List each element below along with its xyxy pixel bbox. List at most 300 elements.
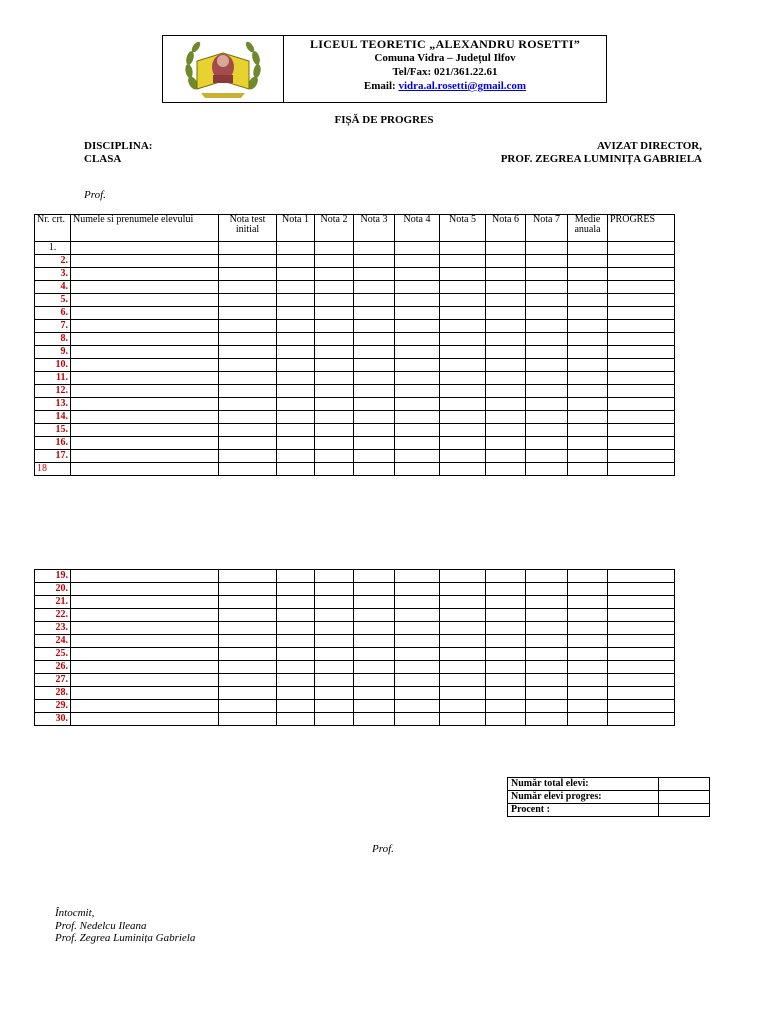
table-cell[interactable] [219,687,277,700]
table-cell[interactable] [486,346,526,359]
table-cell[interactable] [277,398,315,411]
table-cell[interactable] [315,242,354,255]
table-cell[interactable] [526,398,568,411]
table-cell[interactable] [315,346,354,359]
table-cell[interactable] [608,622,675,635]
table-cell[interactable] [315,661,354,674]
table-cell[interactable] [219,622,277,635]
table-cell[interactable] [315,635,354,648]
table-cell[interactable] [71,713,219,726]
table-cell[interactable] [395,372,440,385]
table-cell[interactable] [526,648,568,661]
table-cell[interactable] [277,661,315,674]
table-cell[interactable] [354,463,395,476]
table-cell[interactable] [486,385,526,398]
table-cell[interactable] [277,385,315,398]
table-cell[interactable] [486,570,526,583]
table-cell[interactable] [277,609,315,622]
table-cell[interactable] [354,609,395,622]
table-cell[interactable] [71,320,219,333]
table-cell[interactable] [354,411,395,424]
table-cell[interactable] [354,281,395,294]
table-cell[interactable] [608,255,675,268]
table-cell[interactable] [219,411,277,424]
table-cell[interactable] [486,648,526,661]
table-cell[interactable] [440,700,486,713]
table-cell[interactable] [71,307,219,320]
table-cell[interactable] [315,372,354,385]
table-cell[interactable] [71,294,219,307]
table-cell[interactable] [395,320,440,333]
table-cell[interactable] [71,687,219,700]
table-cell[interactable] [440,268,486,281]
table-cell[interactable] [486,661,526,674]
table-cell[interactable] [486,437,526,450]
table-cell[interactable] [608,268,675,281]
table-cell[interactable] [277,320,315,333]
table-cell[interactable] [526,450,568,463]
table-cell[interactable] [219,700,277,713]
table-cell[interactable] [568,307,608,320]
table-cell[interactable] [486,307,526,320]
table-cell[interactable] [71,372,219,385]
table-cell[interactable] [395,609,440,622]
table-cell[interactable] [315,674,354,687]
table-cell[interactable] [440,385,486,398]
table-cell[interactable] [71,450,219,463]
table-cell[interactable] [608,674,675,687]
table-cell[interactable] [608,411,675,424]
table-cell[interactable] [315,463,354,476]
table-cell[interactable] [354,635,395,648]
table-cell[interactable] [71,346,219,359]
table-cell[interactable] [568,674,608,687]
table-cell[interactable] [526,320,568,333]
table-cell[interactable] [486,450,526,463]
table-cell[interactable] [568,424,608,437]
table-cell[interactable] [219,255,277,268]
table-cell[interactable] [277,255,315,268]
table-cell[interactable] [219,609,277,622]
table-cell[interactable] [440,635,486,648]
table-cell[interactable] [568,281,608,294]
table-cell[interactable] [395,333,440,346]
table-cell[interactable] [315,268,354,281]
table-cell[interactable] [315,281,354,294]
table-cell[interactable] [71,674,219,687]
table-cell[interactable] [354,294,395,307]
table-cell[interactable] [486,411,526,424]
table-cell[interactable] [526,635,568,648]
table-cell[interactable] [608,424,675,437]
table-cell[interactable] [486,596,526,609]
table-cell[interactable] [395,398,440,411]
table-cell[interactable] [440,294,486,307]
table-cell[interactable] [526,372,568,385]
table-cell[interactable] [568,346,608,359]
table-cell[interactable] [568,583,608,596]
table-cell[interactable] [568,268,608,281]
table-cell[interactable] [440,583,486,596]
table-cell[interactable] [71,268,219,281]
table-cell[interactable] [354,583,395,596]
table-cell[interactable] [354,437,395,450]
table-cell[interactable] [440,674,486,687]
table-cell[interactable] [486,281,526,294]
table-cell[interactable] [315,411,354,424]
table-cell[interactable] [608,583,675,596]
table-cell[interactable] [277,463,315,476]
table-cell[interactable] [395,700,440,713]
table-cell[interactable] [395,596,440,609]
table-cell[interactable] [71,242,219,255]
table-cell[interactable] [277,635,315,648]
table-cell[interactable] [526,661,568,674]
table-cell[interactable] [526,346,568,359]
table-cell[interactable] [315,398,354,411]
table-cell[interactable] [315,307,354,320]
table-cell[interactable] [354,424,395,437]
table-cell[interactable] [486,255,526,268]
table-cell[interactable] [486,320,526,333]
table-cell[interactable] [315,450,354,463]
table-cell[interactable] [568,596,608,609]
table-cell[interactable] [277,307,315,320]
table-cell[interactable] [219,320,277,333]
table-cell[interactable] [354,648,395,661]
email-link[interactable]: vidra.al.rosetti@gmail.com [398,80,527,92]
table-cell[interactable] [219,242,277,255]
table-cell[interactable] [71,635,219,648]
table-cell[interactable] [219,463,277,476]
table-cell[interactable] [395,713,440,726]
table-cell[interactable] [277,674,315,687]
table-cell[interactable] [71,570,219,583]
table-cell[interactable] [277,424,315,437]
table-cell[interactable] [277,437,315,450]
table-cell[interactable] [71,398,219,411]
table-cell[interactable] [568,437,608,450]
table-cell[interactable] [395,648,440,661]
table-cell[interactable] [608,333,675,346]
table-cell[interactable] [440,307,486,320]
table-cell[interactable] [526,609,568,622]
table-cell[interactable] [608,713,675,726]
table-cell[interactable] [395,635,440,648]
table-cell[interactable] [608,372,675,385]
table-cell[interactable] [486,635,526,648]
table-cell[interactable] [395,294,440,307]
table-cell[interactable] [526,687,568,700]
table-cell[interactable] [219,661,277,674]
table-cell[interactable] [486,424,526,437]
table-cell[interactable] [608,635,675,648]
table-cell[interactable] [486,268,526,281]
table-cell[interactable] [277,268,315,281]
table-cell[interactable] [277,372,315,385]
table-cell[interactable] [568,609,608,622]
table-cell[interactable] [71,281,219,294]
table-cell[interactable] [395,450,440,463]
table-cell[interactable] [486,700,526,713]
table-cell[interactable] [277,570,315,583]
table-cell[interactable] [315,687,354,700]
table-cell[interactable] [395,437,440,450]
table-cell[interactable] [315,359,354,372]
table-cell[interactable] [395,687,440,700]
table-cell[interactable] [315,294,354,307]
table-cell[interactable] [354,450,395,463]
table-cell[interactable] [486,713,526,726]
table-cell[interactable] [395,385,440,398]
table-cell[interactable] [486,333,526,346]
table-cell[interactable] [315,596,354,609]
table-cell[interactable] [568,463,608,476]
table-cell[interactable] [277,648,315,661]
table-cell[interactable] [354,242,395,255]
table-cell[interactable] [354,674,395,687]
table-cell[interactable] [526,242,568,255]
table-cell[interactable] [219,583,277,596]
table-cell[interactable] [219,359,277,372]
table-cell[interactable] [354,268,395,281]
table-cell[interactable] [526,333,568,346]
table-cell[interactable] [568,713,608,726]
table-cell[interactable] [71,333,219,346]
table-cell[interactable] [608,700,675,713]
table-cell[interactable] [395,661,440,674]
table-cell[interactable] [277,333,315,346]
table-cell[interactable] [440,242,486,255]
table-cell[interactable] [219,333,277,346]
table-cell[interactable] [440,622,486,635]
table-cell[interactable] [71,648,219,661]
table-cell[interactable] [440,609,486,622]
table-cell[interactable] [608,450,675,463]
table-cell[interactable] [526,674,568,687]
table-cell[interactable] [395,424,440,437]
table-cell[interactable] [71,255,219,268]
table-cell[interactable] [315,424,354,437]
table-cell[interactable] [219,596,277,609]
table-cell[interactable] [568,242,608,255]
table-cell[interactable] [568,700,608,713]
summary-value[interactable] [659,778,710,791]
table-cell[interactable] [315,570,354,583]
table-cell[interactable] [219,294,277,307]
table-cell[interactable] [568,398,608,411]
table-cell[interactable] [219,398,277,411]
table-cell[interactable] [608,687,675,700]
table-cell[interactable] [440,713,486,726]
table-cell[interactable] [354,398,395,411]
table-cell[interactable] [354,255,395,268]
summary-value[interactable] [659,791,710,804]
table-cell[interactable] [486,463,526,476]
table-cell[interactable] [526,424,568,437]
table-cell[interactable] [315,713,354,726]
table-cell[interactable] [526,268,568,281]
table-cell[interactable] [277,583,315,596]
table-cell[interactable] [526,700,568,713]
table-cell[interactable] [354,570,395,583]
table-cell[interactable] [395,255,440,268]
table-cell[interactable] [395,359,440,372]
table-cell[interactable] [395,242,440,255]
table-cell[interactable] [219,281,277,294]
table-cell[interactable] [440,398,486,411]
table-cell[interactable] [315,583,354,596]
table-cell[interactable] [277,700,315,713]
table-cell[interactable] [354,320,395,333]
table-cell[interactable] [315,648,354,661]
table-cell[interactable] [608,609,675,622]
table-cell[interactable] [568,333,608,346]
table-cell[interactable] [526,255,568,268]
table-cell[interactable] [608,346,675,359]
table-cell[interactable] [526,713,568,726]
table-cell[interactable] [219,635,277,648]
table-cell[interactable] [219,346,277,359]
table-cell[interactable] [277,622,315,635]
table-cell[interactable] [71,463,219,476]
table-cell[interactable] [526,307,568,320]
table-cell[interactable] [486,372,526,385]
table-cell[interactable] [354,385,395,398]
table-cell[interactable] [608,359,675,372]
table-cell[interactable] [354,359,395,372]
table-cell[interactable] [277,294,315,307]
table-cell[interactable] [219,570,277,583]
table-cell[interactable] [440,424,486,437]
table-cell[interactable] [526,294,568,307]
table-cell[interactable] [486,674,526,687]
table-cell[interactable] [568,687,608,700]
table-cell[interactable] [568,450,608,463]
table-cell[interactable] [354,713,395,726]
table-cell[interactable] [71,424,219,437]
table-cell[interactable] [568,294,608,307]
table-cell[interactable] [568,372,608,385]
table-cell[interactable] [354,687,395,700]
table-cell[interactable] [277,281,315,294]
table-cell[interactable] [219,674,277,687]
table-cell[interactable] [315,320,354,333]
table-cell[interactable] [277,687,315,700]
table-cell[interactable] [608,596,675,609]
table-cell[interactable] [568,411,608,424]
table-cell[interactable] [608,307,675,320]
table-cell[interactable] [526,622,568,635]
table-cell[interactable] [354,333,395,346]
table-cell[interactable] [568,570,608,583]
table-cell[interactable] [395,622,440,635]
table-cell[interactable] [354,346,395,359]
summary-value[interactable] [659,804,710,817]
table-cell[interactable] [440,570,486,583]
table-cell[interactable] [526,583,568,596]
table-cell[interactable] [568,385,608,398]
table-cell[interactable] [354,372,395,385]
table-cell[interactable] [608,648,675,661]
table-cell[interactable] [395,583,440,596]
table-cell[interactable] [71,596,219,609]
table-cell[interactable] [486,609,526,622]
table-cell[interactable] [71,700,219,713]
table-cell[interactable] [395,268,440,281]
table-cell[interactable] [568,255,608,268]
table-cell[interactable] [315,437,354,450]
table-cell[interactable] [395,674,440,687]
table-cell[interactable] [526,359,568,372]
table-cell[interactable] [440,437,486,450]
table-cell[interactable] [315,700,354,713]
table-cell[interactable] [526,463,568,476]
table-cell[interactable] [277,450,315,463]
table-cell[interactable] [277,359,315,372]
table-cell[interactable] [440,687,486,700]
table-cell[interactable] [219,713,277,726]
table-cell[interactable] [486,398,526,411]
table-cell[interactable] [440,648,486,661]
table-cell[interactable] [486,242,526,255]
table-cell[interactable] [440,661,486,674]
table-cell[interactable] [71,411,219,424]
table-cell[interactable] [526,596,568,609]
table-cell[interactable] [440,411,486,424]
table-cell[interactable] [608,661,675,674]
table-cell[interactable] [568,359,608,372]
table-cell[interactable] [219,268,277,281]
table-cell[interactable] [608,437,675,450]
table-cell[interactable] [277,242,315,255]
table-cell[interactable] [486,583,526,596]
table-cell[interactable] [277,713,315,726]
table-cell[interactable] [219,372,277,385]
table-cell[interactable] [277,411,315,424]
table-cell[interactable] [395,570,440,583]
table-cell[interactable] [526,570,568,583]
table-cell[interactable] [395,463,440,476]
table-cell[interactable] [486,687,526,700]
table-cell[interactable] [219,385,277,398]
table-cell[interactable] [277,346,315,359]
table-cell[interactable] [486,294,526,307]
table-cell[interactable] [219,424,277,437]
table-cell[interactable] [219,648,277,661]
table-cell[interactable] [219,437,277,450]
table-cell[interactable] [526,437,568,450]
table-cell[interactable] [440,359,486,372]
table-cell[interactable] [608,242,675,255]
table-cell[interactable] [440,596,486,609]
table-cell[interactable] [315,333,354,346]
table-cell[interactable] [608,463,675,476]
table-cell[interactable] [440,372,486,385]
table-cell[interactable] [354,661,395,674]
table-cell[interactable] [440,450,486,463]
table-cell[interactable] [219,450,277,463]
table-cell[interactable] [395,307,440,320]
table-cell[interactable] [395,281,440,294]
table-cell[interactable] [315,609,354,622]
table-cell[interactable] [440,281,486,294]
table-cell[interactable] [354,622,395,635]
table-cell[interactable] [608,294,675,307]
table-cell[interactable] [71,359,219,372]
table-cell[interactable] [440,255,486,268]
table-cell[interactable] [395,411,440,424]
